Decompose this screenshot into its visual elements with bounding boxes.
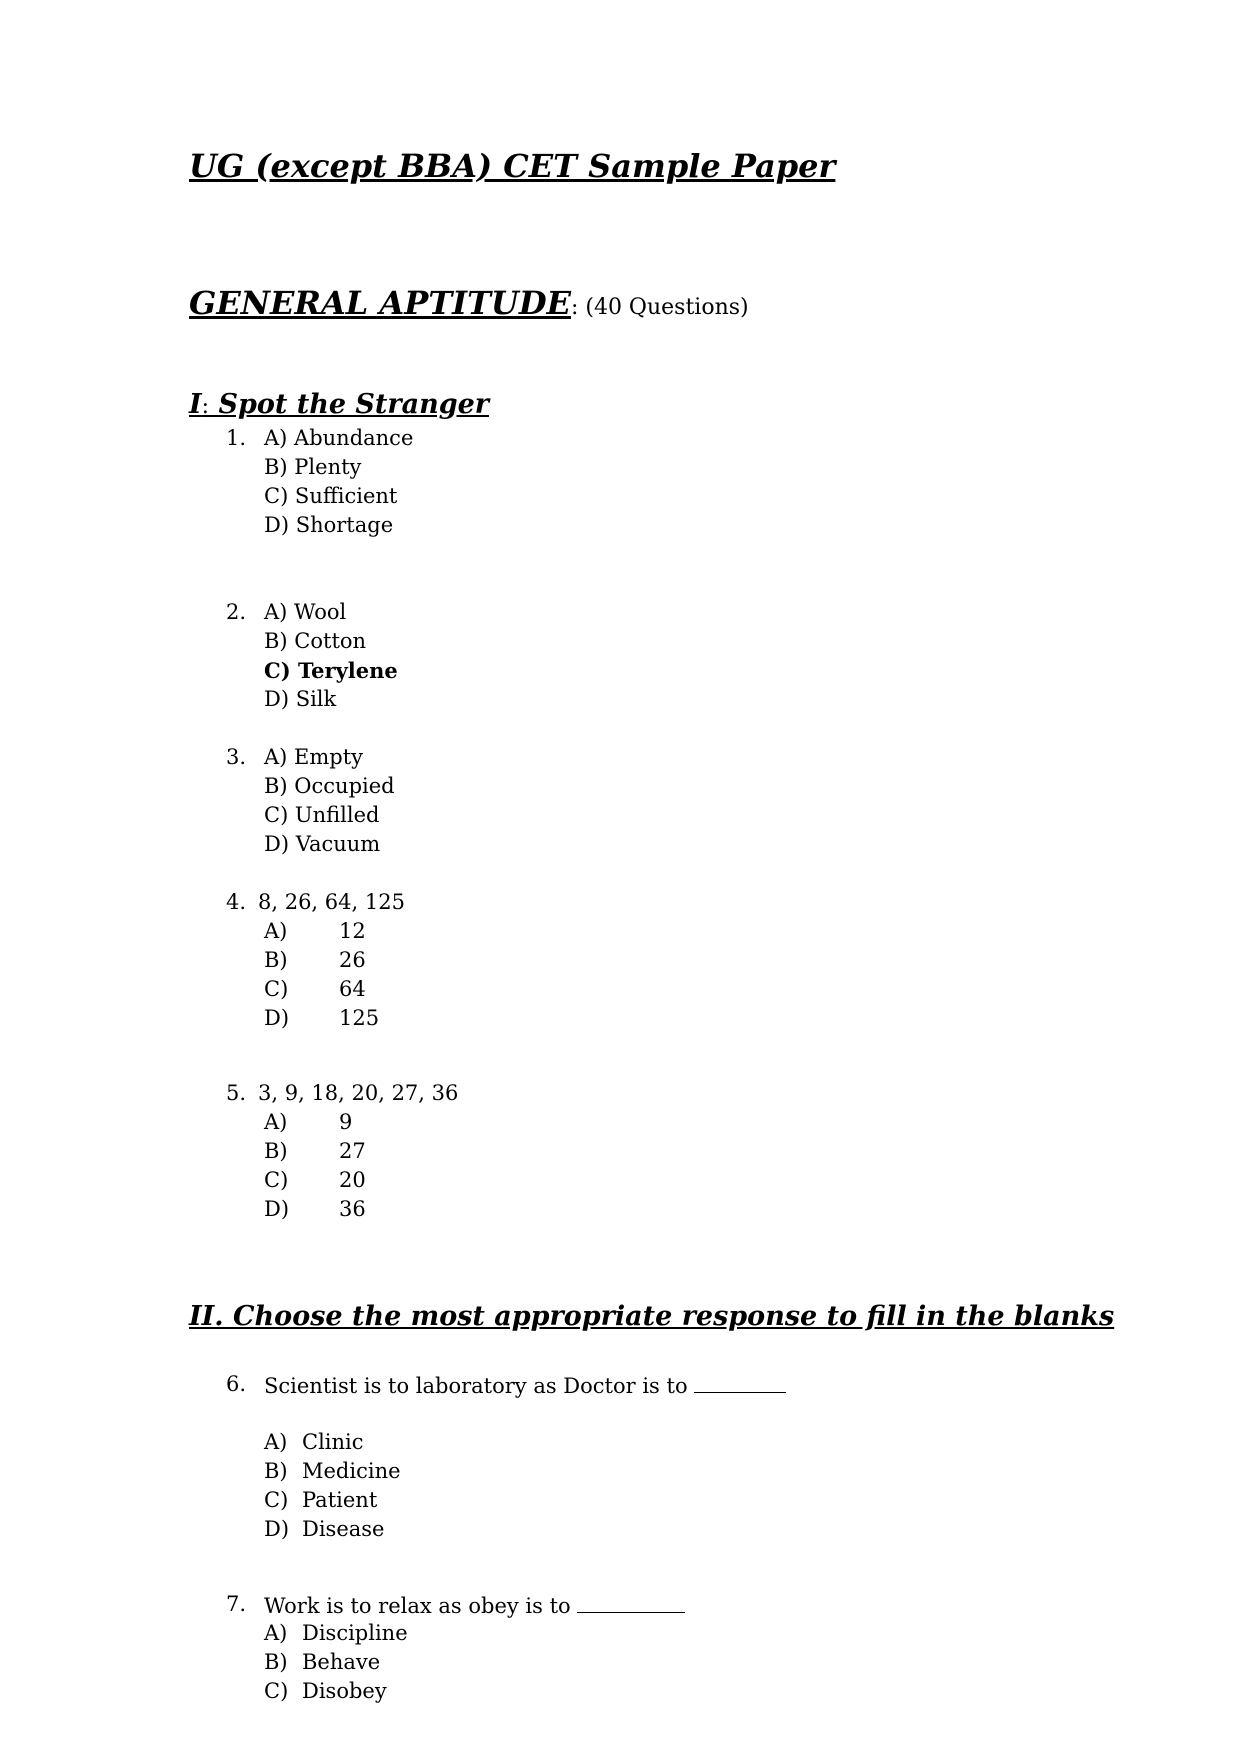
option-c-letter: C) — [264, 1168, 289, 1192]
option-d-letter: D) — [264, 1197, 290, 1221]
part1-title: Spot the Stranger — [218, 389, 490, 420]
option-a-letter: A) — [264, 1430, 288, 1454]
question-number: 1. — [226, 426, 247, 450]
part1-heading — [189, 391, 489, 418]
option-a-letter: A) — [264, 1110, 288, 1134]
option-b: B) Cotton — [264, 629, 367, 653]
option-c-value: 20 — [339, 1168, 366, 1192]
option-c-text: Patient — [302, 1488, 378, 1512]
option-a-text: Clinic — [302, 1430, 364, 1454]
option-b-value: 27 — [339, 1139, 366, 1163]
question-stem — [264, 1374, 786, 1397]
answer-blank — [694, 1374, 786, 1393]
option-a-letter: A) — [264, 919, 288, 943]
option-a-text: Discipline — [302, 1621, 408, 1645]
option-c: C) Unfilled — [264, 803, 380, 827]
option-d-letter: D) — [264, 1517, 290, 1541]
part1-colon: : — [201, 394, 210, 419]
option-b: B) Plenty — [264, 455, 362, 479]
question-stem-text: Work is to relax as obey is to — [264, 1594, 571, 1618]
section-heading-count: : (40 Questions) — [570, 295, 749, 320]
option-d: D) Silk — [264, 687, 337, 711]
option-d-text: Disease — [302, 1517, 385, 1541]
question-stem: 8, 26, 64, 125 — [258, 890, 405, 914]
option-c-text: Disobey — [302, 1679, 387, 1703]
question-stem — [264, 1594, 685, 1617]
option-c-letter: C) — [264, 1488, 289, 1512]
option-a: A) Empty — [264, 745, 364, 769]
option-b-letter: B) — [264, 1139, 288, 1163]
option-c-answer: C) Terylene — [264, 658, 398, 683]
option-d: D) Vacuum — [264, 832, 381, 856]
part2-heading: II. Choose the most appropriate response to fill in the blanks — [189, 1301, 1115, 1332]
option-c-letter: C) — [264, 977, 289, 1001]
option-b: B) Occupied — [264, 774, 395, 798]
question-stem-text: Scientist is to laboratory as Doctor is to — [264, 1374, 688, 1398]
question-number: 7. — [226, 1592, 247, 1616]
option-b-text: Medicine — [302, 1459, 401, 1483]
option-c-value: 64 — [339, 977, 366, 1001]
option-b-letter: B) — [264, 1650, 288, 1674]
question-number: 5. — [226, 1081, 247, 1105]
section-heading-title: GENERAL APTITUDE — [189, 284, 571, 322]
option-a-value: 12 — [339, 919, 366, 943]
option-b-letter: B) — [264, 1459, 288, 1483]
part1-numeral: I — [189, 389, 202, 420]
question-number: 6. — [226, 1372, 247, 1396]
option-d-letter: D) — [264, 1006, 290, 1030]
option-d: D) Shortage — [264, 513, 394, 537]
option-a: A) Abundance — [264, 426, 414, 450]
answer-blank — [577, 1594, 685, 1613]
option-d-value: 125 — [339, 1006, 380, 1030]
option-b-text: Behave — [302, 1650, 381, 1674]
option-c: C) Sufficient — [264, 484, 398, 508]
option-b-letter: B) — [264, 948, 288, 972]
option-c-letter: C) — [264, 1679, 289, 1703]
question-number: 4. — [226, 890, 247, 914]
question-stem: 3, 9, 18, 20, 27, 36 — [258, 1081, 459, 1105]
option-b-value: 26 — [339, 948, 366, 972]
option-a-letter: A) — [264, 1621, 288, 1645]
question-number: 3. — [226, 745, 247, 769]
section-heading — [189, 284, 749, 322]
option-d-value: 36 — [339, 1197, 366, 1221]
question-number: 2. — [226, 600, 247, 624]
option-a-value: 9 — [339, 1110, 353, 1134]
document-title: UG (except BBA) CET Sample Paper — [189, 147, 836, 185]
option-a: A) Wool — [264, 600, 347, 624]
